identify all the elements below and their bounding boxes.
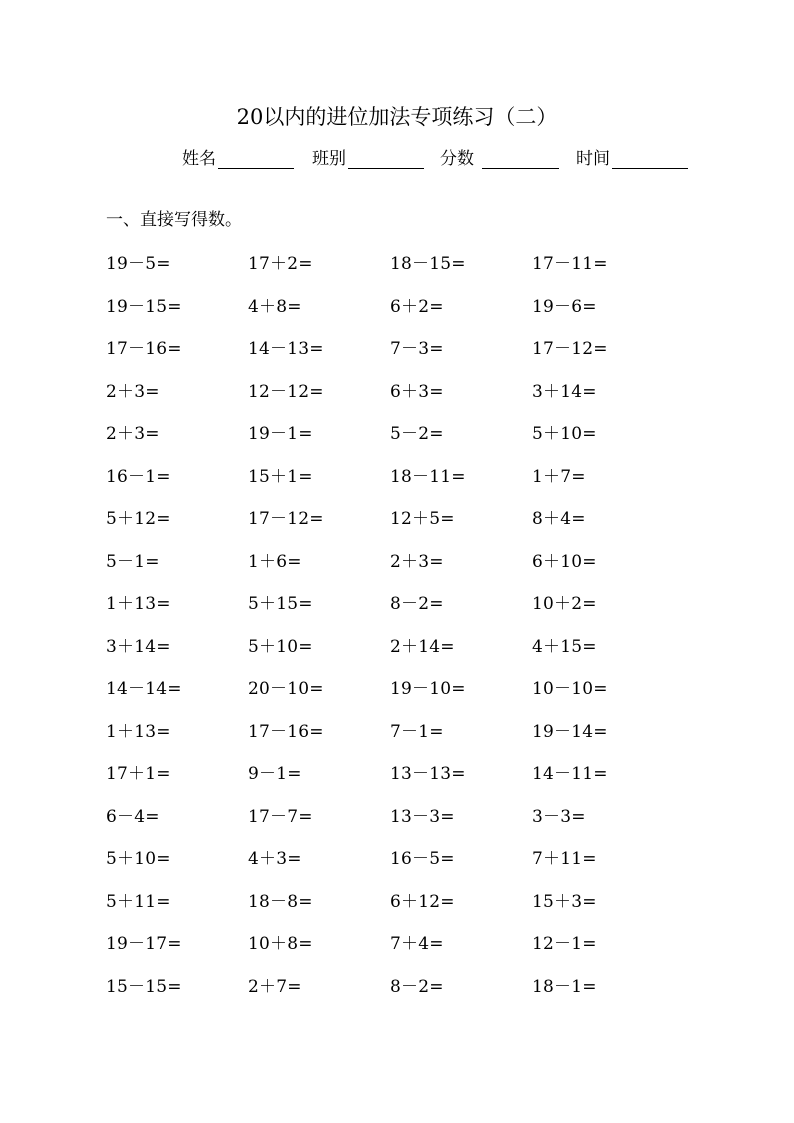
arithmetic-problem: 19－17= <box>106 934 182 954</box>
arithmetic-problem: 1＋13= <box>106 594 171 614</box>
problem-row <box>106 846 706 889</box>
worksheet-title: 20以内的进位加法专项练习（二） <box>236 105 558 129</box>
arithmetic-problem: 2＋14= <box>390 636 455 657</box>
class-field <box>312 146 346 172</box>
name-field <box>182 146 216 172</box>
problem-row <box>106 719 706 762</box>
arithmetic-problem: 14－13= <box>248 339 324 359</box>
class-label: 班别 <box>312 149 346 169</box>
arithmetic-problem: 5＋11= <box>106 891 171 912</box>
arithmetic-problem: 17－12= <box>532 339 608 359</box>
arithmetic-problem: 9－1= <box>248 764 302 784</box>
arithmetic-problem: 16－1= <box>106 466 171 487</box>
arithmetic-problem: 2＋3= <box>390 551 444 572</box>
arithmetic-problem: 7＋4= <box>390 934 444 954</box>
problem-row <box>106 294 706 337</box>
arithmetic-problem: 18－11= <box>390 466 466 487</box>
score-field <box>440 146 474 172</box>
arithmetic-problem: 17－12= <box>248 509 324 529</box>
arithmetic-problem: 4＋15= <box>532 636 597 657</box>
arithmetic-problem: 7－3= <box>390 339 444 359</box>
arithmetic-problem: 2＋3= <box>106 381 160 402</box>
arithmetic-problem: 18－8= <box>248 891 313 912</box>
arithmetic-problem: 10＋8= <box>248 934 313 954</box>
time-label: 时间 <box>576 149 610 169</box>
arithmetic-problem: 17－16= <box>248 721 324 742</box>
section-heading: 一、直接写得数。 <box>106 210 242 230</box>
problem-row <box>106 549 706 592</box>
arithmetic-problem: 3＋14= <box>532 381 597 402</box>
arithmetic-problem: 8＋4= <box>532 509 586 529</box>
arithmetic-problem: 5－1= <box>106 551 160 572</box>
arithmetic-problem: 14－14= <box>106 679 182 699</box>
problem-row <box>106 379 706 422</box>
problem-row <box>106 761 706 804</box>
name-label: 姓名 <box>182 149 216 169</box>
arithmetic-problem: 19－10= <box>390 679 466 699</box>
arithmetic-problem: 12－1= <box>532 934 597 954</box>
arithmetic-problem: 5＋15= <box>248 594 313 614</box>
arithmetic-problem: 14－11= <box>532 764 608 784</box>
problem-row <box>106 251 706 294</box>
arithmetic-problem: 17－11= <box>532 254 608 274</box>
arithmetic-problem: 12－12= <box>248 381 324 402</box>
arithmetic-problem: 6＋2= <box>390 296 444 317</box>
problem-row <box>106 421 706 464</box>
arithmetic-problem: 2＋7= <box>248 976 302 997</box>
arithmetic-problem: 15＋1= <box>248 466 313 487</box>
name-blank-line[interactable] <box>218 168 294 169</box>
arithmetic-problem: 17＋2= <box>248 254 313 274</box>
arithmetic-problem: 15－15= <box>106 976 182 997</box>
problem-row <box>106 464 706 507</box>
arithmetic-problem: 10＋2= <box>532 594 597 614</box>
arithmetic-problem: 17－16= <box>106 339 182 359</box>
problem-row <box>106 804 706 847</box>
arithmetic-problem: 3＋14= <box>106 636 171 657</box>
arithmetic-problem: 17－7= <box>248 806 313 827</box>
arithmetic-problem: 19－6= <box>532 296 597 317</box>
arithmetic-problem: 5－2= <box>390 424 444 444</box>
arithmetic-problem: 10－10= <box>532 679 608 699</box>
problem-row <box>106 336 706 379</box>
arithmetic-problem: 4＋3= <box>248 849 302 869</box>
problem-grid <box>106 251 706 1016</box>
problem-row <box>106 591 706 634</box>
arithmetic-problem: 4＋8= <box>248 296 302 317</box>
problem-row <box>106 889 706 932</box>
arithmetic-problem: 16－5= <box>390 849 455 869</box>
arithmetic-problem: 8－2= <box>390 594 444 614</box>
arithmetic-problem: 18－15= <box>390 254 466 274</box>
arithmetic-problem: 15＋3= <box>532 891 597 912</box>
time-blank-line[interactable] <box>612 168 688 169</box>
arithmetic-problem: 6＋3= <box>390 381 444 402</box>
arithmetic-problem: 17＋1= <box>106 764 171 784</box>
problem-row <box>106 974 706 1017</box>
arithmetic-problem: 5＋10= <box>532 424 597 444</box>
time-field <box>576 146 610 172</box>
arithmetic-problem: 1＋13= <box>106 721 171 742</box>
score-blank-line[interactable] <box>482 168 559 169</box>
arithmetic-problem: 7－1= <box>390 721 444 742</box>
arithmetic-problem: 5＋10= <box>106 849 171 869</box>
arithmetic-problem: 12＋5= <box>390 509 455 529</box>
arithmetic-problem: 13－13= <box>390 764 466 784</box>
problem-row <box>106 506 706 549</box>
arithmetic-problem: 6－4= <box>106 806 160 827</box>
arithmetic-problem: 18－1= <box>532 976 597 997</box>
arithmetic-problem: 19－14= <box>532 721 608 742</box>
arithmetic-problem: 2＋3= <box>106 424 160 444</box>
problem-row <box>106 676 706 719</box>
arithmetic-problem: 3－3= <box>532 806 586 827</box>
class-blank-line[interactable] <box>348 168 424 169</box>
arithmetic-problem: 1＋7= <box>532 466 586 487</box>
arithmetic-problem: 6＋12= <box>390 891 455 912</box>
problem-row <box>106 931 706 974</box>
arithmetic-problem: 5＋10= <box>248 636 313 657</box>
arithmetic-problem: 20－10= <box>248 679 324 699</box>
score-label: 分数 <box>440 149 474 169</box>
arithmetic-problem: 19－5= <box>106 254 171 274</box>
arithmetic-problem: 7＋11= <box>532 849 597 869</box>
arithmetic-problem: 8－2= <box>390 976 444 997</box>
arithmetic-problem: 13－3= <box>390 806 455 827</box>
arithmetic-problem: 1＋6= <box>248 551 302 572</box>
arithmetic-problem: 5＋12= <box>106 509 171 529</box>
arithmetic-problem: 19－15= <box>106 296 182 317</box>
arithmetic-problem: 19－1= <box>248 424 313 444</box>
arithmetic-problem: 6＋10= <box>532 551 597 572</box>
problem-row <box>106 634 706 677</box>
